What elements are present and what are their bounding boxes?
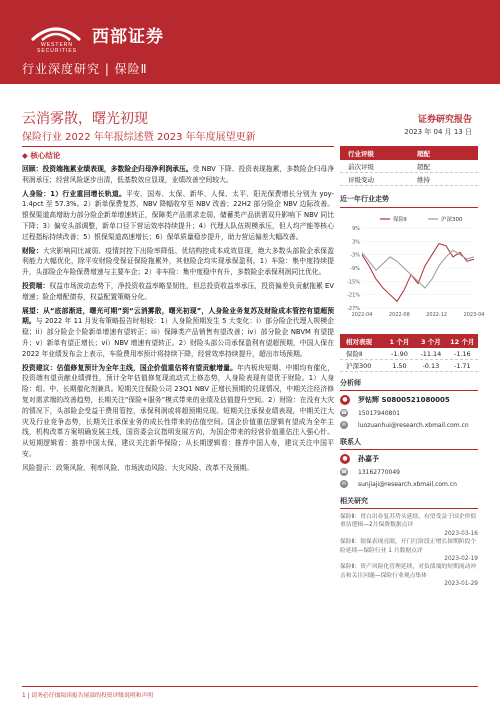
performance-header: 相对表现 1 个月 3 个月 12 个月 [340, 334, 478, 348]
y-tick-label: -9% [350, 266, 360, 272]
body-paragraph: 回顾：投资端拖累业绩表现，多数险企归母净利润承压。受 NBV 下降、投资表现拖累，多数险企归母净利润承压；经营风险逐步出清，低基数效应显现，业绩改善空间较大。 [22, 165, 335, 184]
body-paragraph: 财险：大灾影响同比减弱、疫情封控下出险率降低、优结构控成本成效显现，绝大多数头部险企承保盈利能力大幅优化，除平安财险受保证保险拖累外，其他险企均实现承保盈利。1）车险：集中度持续提升，头部险企车险保费增速与主要车企；2）非车险：集中度稳中有升，多数险企承保利润同比优化。 [22, 246, 335, 277]
sidebar [340, 146, 485, 589]
body-paragraph: 投资建议：估值修复预计为全年主线，国企价值重估将有望贡献增量。年内板块短期、中期均有催化，投资端有望贡献业绩弹性，预计全年估值修复现流动式上修态势，人身险表现有望优于财险。1）人身险：组、中、长期催化剂兼具。短期关注保险公司 23Q1 NBV 正增长预期的兑现情况，中期关注经济修复对需求端的改善趋势，长期关注“保险+服务”模式带来的业绩及估值提升空间。2）财险：在没有大灾的情况下，头部险企受益于费用管控，承保利润或将超预期兑现。短期关注承保业绩表现，中期关注大灾及行业竞争态势，长期关注承保业务的成长性带来的估值空间。国企价值重估逻辑有望成为全年主线，机构改革方案明确发展主线，国资委会议指明发展方向，为国企带来的经营价值重估注入强心针。从短期逻辑看：推荐中国太保，建议关注新华保险；从长期逻辑看：推荐中国人寿，建议关注中国平安。 [22, 363, 335, 458]
analyst-label: 分析师 [340, 378, 478, 391]
report-title: 云消雾散，曙光初现 [22, 111, 148, 127]
report-subtitle: 保险行业 2022 年年报综述暨 2023 年年度展望更新 [22, 132, 256, 143]
analyst-email[interactable]: luozuanhui@research.xbmail.com.cn [358, 421, 469, 429]
y-tick-label: 3% [352, 239, 360, 246]
contact-card: ● 孙嘉予 ☎ 13162770049 ✉ sunjiaji@research.xbmail.com.cn [340, 455, 457, 488]
chart-label: 近一年行业走势 [340, 194, 478, 208]
rating-header: 行业评级 超配 [340, 146, 478, 160]
brand-name-en: WESTERN SECURITIES [36, 42, 77, 54]
title-divider [22, 146, 334, 147]
legend-label: 沪深300 [441, 217, 463, 223]
footer-disclaimer: 1 | 请务必仔细阅读报告尾部的投资评级说明和声明 [22, 686, 478, 699]
y-tick-label: 9% [352, 226, 360, 232]
y-tick-label: -15% [347, 279, 360, 286]
body-text [22, 164, 334, 477]
person-icon: ● [340, 454, 350, 464]
rating-row: 评级变动 维持 [340, 173, 478, 186]
body-paragraph: 投资端：权益市场波动态势下，净投资收益率略显韧性，但总投资收益率承压，投资偏差负贡献拖累 EV 增速；险企增配债券，权益配置策略分化。 [22, 281, 335, 301]
body-paragraph: 展望：从“底部渐进，曙光可期”到“云消雾散，曙光初现”，人身险业务复苏及财险成本管控有望超预期。与 2022 年 11 月发布策略报告时相较：1）人身险预期发生 5 大变化：i）部分险企代理人规模企稳；ii）部分险企个险新单增速有望转正；iii）保障类产品销售有望改善；iv）部分险企 NBVM 有望提升；v）新单有望正增长；vi）NBV 增速有望转正。2）财险头部公司承保盈利有望超预期，中国人保在 2022 年业绩发布会上表示，车险费用率预计将持续下降，经营效率持续提升，超出市场预期。 [22, 306, 335, 358]
x-tick-label: 2022-12 [426, 312, 448, 318]
series-line [362, 244, 474, 302]
x-tick-label: 2022-04 [351, 312, 373, 318]
brand-name: 西部证券 [92, 27, 164, 47]
performance-row: 保险Ⅱ -1.90 -11.14 -1.16 [340, 348, 478, 360]
y-tick-label: -21% [347, 292, 360, 299]
y-tick-label: -3% [350, 252, 360, 259]
body-paragraph: 风险提示：政策风险、利率风险、市场波动风险、大灾风险、改革不及预期。 [22, 463, 254, 472]
phone-icon: ☎ [340, 469, 348, 475]
related-list [340, 513, 478, 589]
related-item[interactable]: 保险Ⅱ：胃白出券复苏势头延续，有望受益于国企价值重估逻辑—2月保费数据点评 2023-03-16 [340, 514, 478, 537]
analyst-card: ● 罗钻辉 S0800521080005 ☎ 15017940801 ✉ luozuanhui@research.xbmail.com.cn [340, 396, 469, 429]
report-header [0, 0, 500, 84]
performance-row: 沪深300 1.50 -0.13 -1.71 [340, 360, 478, 372]
related-item[interactable]: 保险Ⅱ：资产风险化管理延续，对负债端的短期流动冲击和关注问题—保险行业观点集体 2023-01-29 [340, 564, 478, 588]
email-icon: ✉ [341, 481, 347, 487]
report-tag: 证券研究报告 [417, 115, 472, 125]
phone-icon: ☎ [340, 410, 348, 416]
report-category: 行业深度研究 | 保险Ⅱ [22, 62, 148, 76]
body-paragraph: 人身险：1）行业重回增长轨道。平安、国寿、太保、新华、人保、太平、阳光保费增长分别为 yoy-1.4pct 至 57.3%。2）新单保费复苏，NBV 降幅收窄至 NBV 改善；22H2 部分险企 NBV 边际改善。银保渠道高增助力部分险企新单增速转正，保障类产品需求走弱，储蓄类产品供需双升影响下 NBV 同比下降；3）偏安头部调整，新单口径下营运效率持续提升；4）代理人队伍规模承压，但人均产能等核心过程指标持续改善；5）银保渠道高速增长；6）保单质量稳步提升，助力营运偏差大幅改善。 [22, 189, 335, 241]
x-tick-label: 2022-08 [388, 312, 410, 318]
section-heading: ◆ 核心结论 [22, 151, 61, 160]
email-icon: ✉ [341, 422, 347, 428]
rating-row: 前次评级 超配 [340, 160, 478, 173]
related-item[interactable]: 保险Ⅱ：银保表现亮眼，开门红阶段正增长探期阶段个险延续—保险行业 1 月数据点评 2023-02-19 [340, 539, 478, 563]
bullet-icon: ◆ [22, 151, 31, 160]
report-date: 2023 年 04 月 13 日 [404, 128, 472, 136]
contact-label: 联系人 [340, 437, 478, 450]
trend-chart [340, 212, 485, 322]
contact-email[interactable]: sunjiaji@research.xbmail.com.cn [358, 480, 457, 488]
y-tick-label: -27% [347, 306, 360, 312]
related-label: 相关研究 [340, 496, 478, 509]
person-icon: ● [340, 395, 350, 405]
legend-label: 保险Ⅱ [393, 217, 407, 223]
x-tick-label: 2023-04 [463, 312, 485, 318]
